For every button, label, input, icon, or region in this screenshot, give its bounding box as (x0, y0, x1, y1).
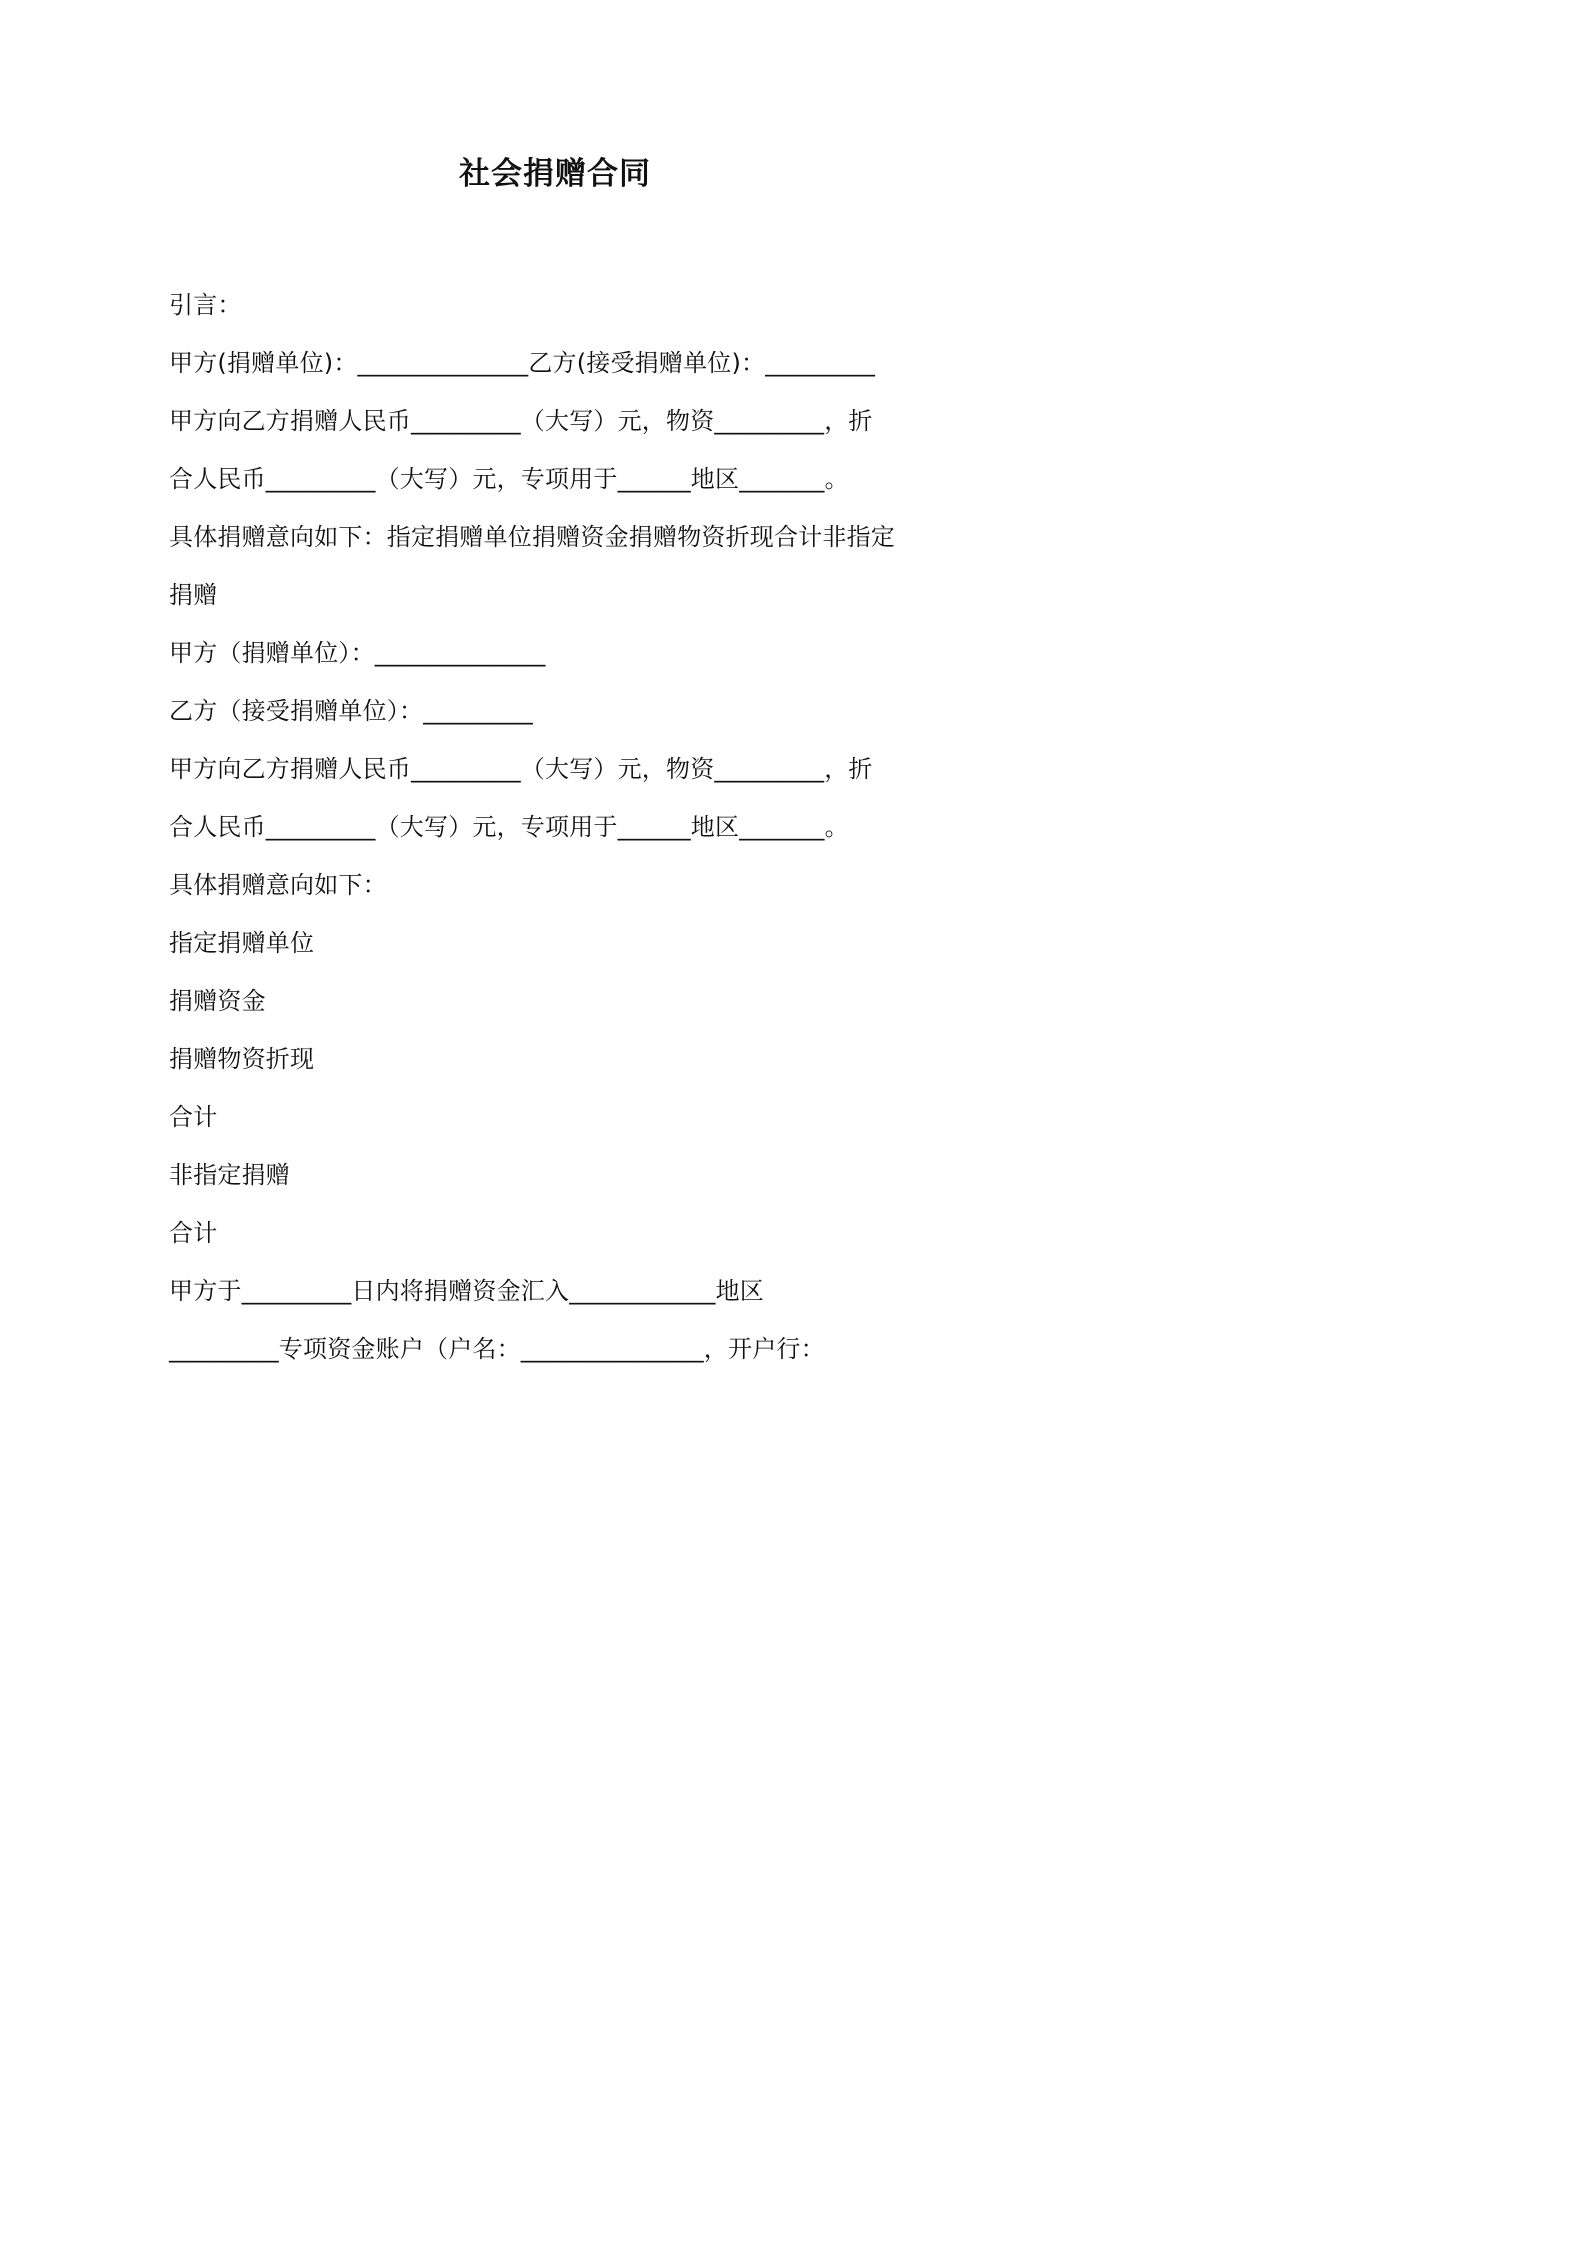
donation-intent-continuation: 捐赠 (169, 581, 218, 609)
donation-funds-item: 捐赠资金 (169, 987, 266, 1015)
donated-goods-value-item: 捐赠物资折现 (169, 1045, 315, 1073)
document-page (0, 0, 1100, 1556)
donation-purpose-line-repeat: 合人民币_________（大写）元，专项用于______地区_______。 (169, 813, 849, 841)
donation-intent-line: 具体捐赠意向如下：指定捐赠单位捐赠资金捐赠物资折现合计非指定 (169, 523, 895, 551)
document-body (169, 285, 959, 1387)
donation-amount-line-repeat: 甲方向乙方捐赠人民币_________（大写）元，物资_________，折 (169, 755, 873, 783)
party-line: 甲方(捐赠单位)：______________乙方(接受捐赠单位)：_________ (169, 349, 876, 377)
intro-heading: 引言： (169, 291, 242, 319)
subtotal-item: 合计 (169, 1103, 218, 1131)
donation-intent-heading: 具体捐赠意向如下： (169, 871, 387, 899)
account-line: _________专项资金账户（户名：_______________，开户行： (169, 1335, 825, 1363)
document-title: 社会捐赠合同 (459, 156, 651, 192)
non-designated-donation-item: 非指定捐赠 (169, 1161, 290, 1189)
party-a-line: 甲方（捐赠单位）：______________ (169, 639, 546, 667)
donation-amount-line: 甲方向乙方捐赠人民币_________（大写）元，物资_________，折 (169, 407, 873, 435)
party-b-line: 乙方（接受捐赠单位）：_________ (169, 697, 533, 725)
donation-purpose-line: 合人民币_________（大写）元，专项用于______地区_______。 (169, 465, 849, 493)
designated-donor-item: 指定捐赠单位 (169, 929, 315, 957)
remittance-line: 甲方于_________日内将捐赠资金汇入____________地区 (169, 1277, 764, 1305)
total-item: 合计 (169, 1219, 218, 1247)
